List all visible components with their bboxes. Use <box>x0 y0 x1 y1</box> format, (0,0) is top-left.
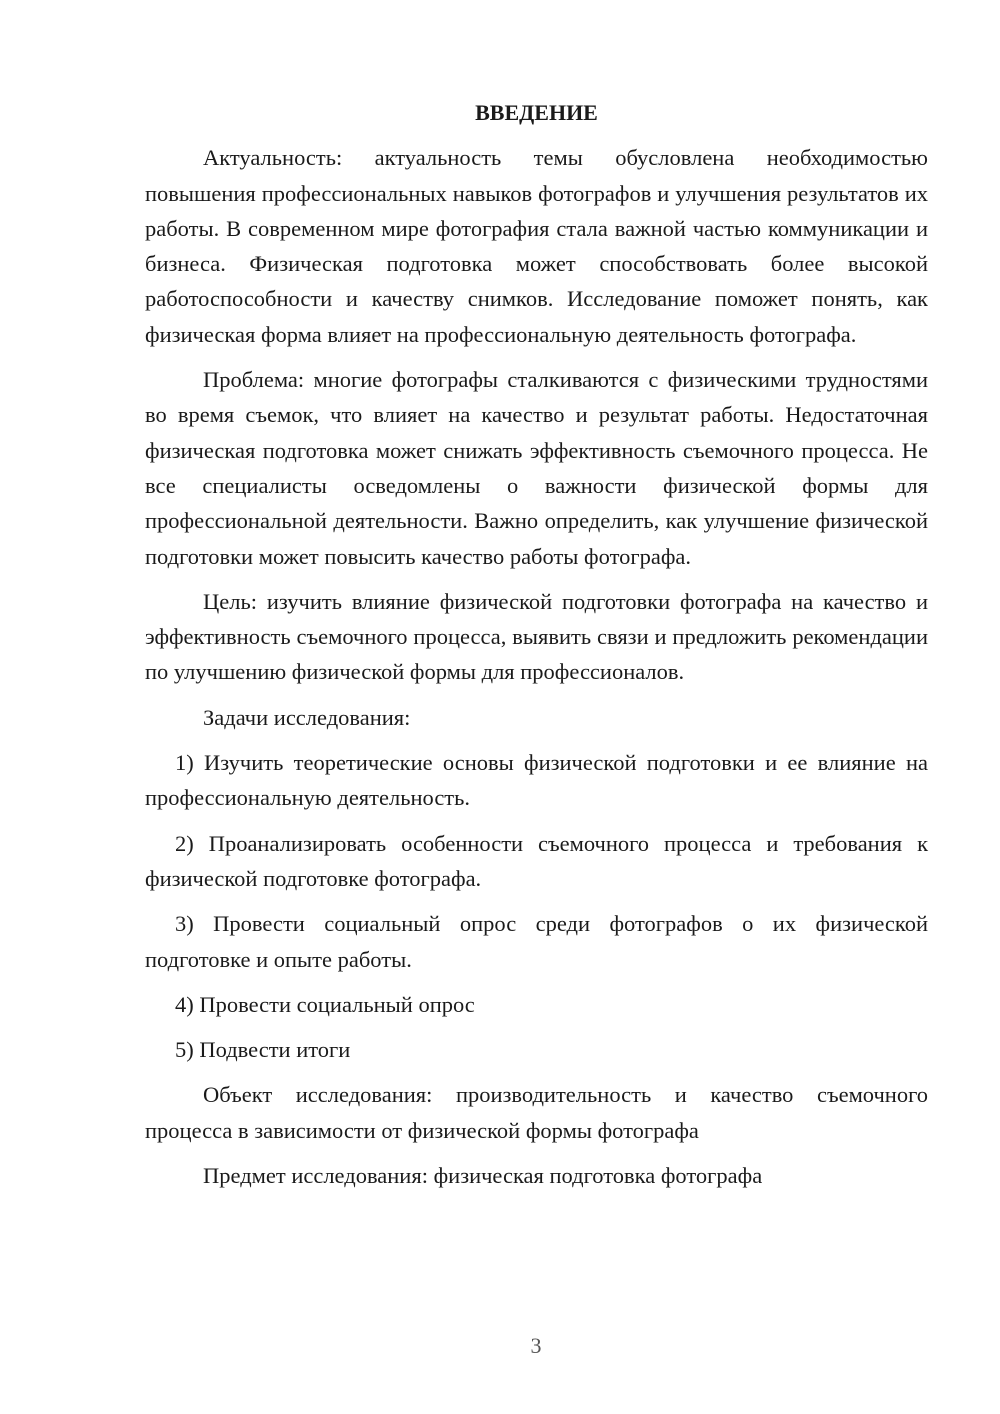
tasks-heading: Задачи исследования: <box>203 704 411 730</box>
page-title: ВВЕДЕНИЕ <box>475 100 598 125</box>
problem-paragraph: Проблема: многие фотографы сталкиваются с физическими трудностями во время съемок, что влияет на качество и результат работы. Недостаточная физическая подготовка может снижать эффективность съемочного процесса. Не все специалисты осведомлены о важности физической формы для профессиональной деятельности. Важно определить, как улучшение физической подготовки может повысить качество работы фотографа. <box>145 367 928 569</box>
task-item: 2) Проанализировать особенности съемочного процесса и требования к физической подготовке фотографа. <box>145 830 928 891</box>
subject-paragraph: Предмет исследования: физическая подготовка фотографа <box>203 1163 763 1189</box>
task-item: 5) Подвести итоги <box>175 1037 351 1063</box>
relevance-paragraph: Актуальность: актуальность темы обусловлена необходимостью повышения профессиональных навыков фотографов и улучшения результатов их работы. В современном мире фотография стала важной частью коммуникации и бизнеса. Физическая подготовка может способствовать более высокой работоспособности и качеству снимков. Исследование поможет понять, как физическая форма влияет на профессиональную деятельность фотографа. <box>145 145 928 347</box>
page-content <box>145 95 928 1203</box>
object-paragraph: Объект исследования: производительность и качество съемочного процесса в зависимости от физической формы фотографа <box>145 1082 928 1143</box>
page-number: 3 <box>530 1333 542 1358</box>
task-item: 4) Провести социальный опрос <box>175 991 475 1017</box>
task-item: 1) Изучить теоретические основы физической подготовки и ее влияние на профессиональную деятельность. <box>145 750 928 811</box>
task-item: 3) Провести социальный опрос среди фотографов о их физической подготовке и опыте работы. <box>145 911 928 972</box>
goal-paragraph: Цель: изучить влияние физической подготовки фотографа на качество и эффективность съемочного процесса, выявить связи и предложить рекомендации по улучшению физической формы для профессионалов. <box>145 588 928 685</box>
